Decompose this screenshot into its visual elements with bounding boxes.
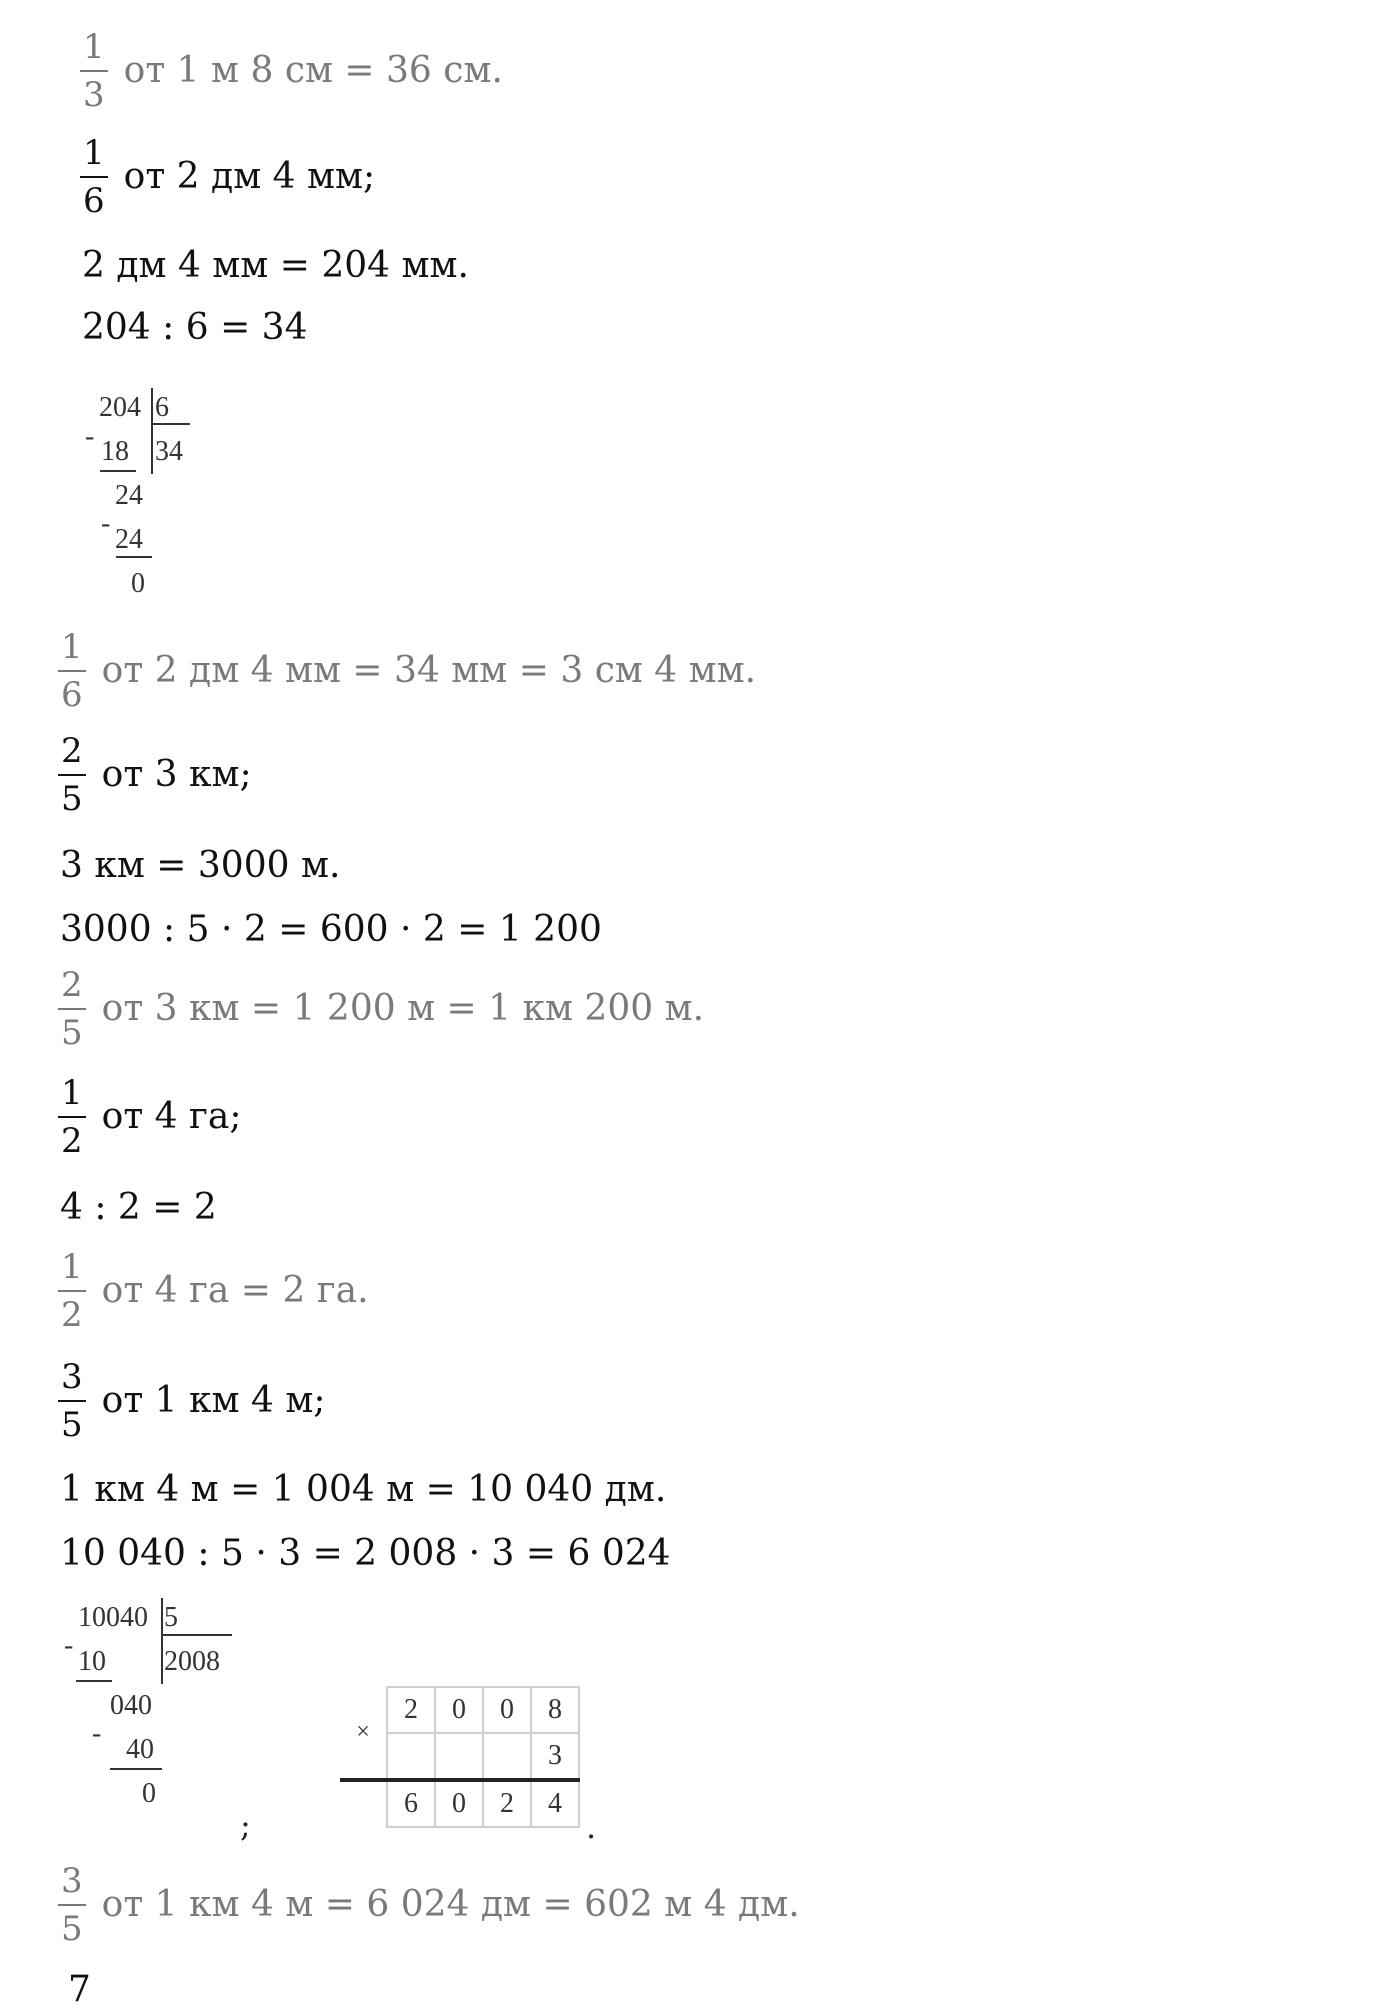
period: . xyxy=(586,1808,597,1846)
line-3 xyxy=(82,307,308,348)
division-bar xyxy=(161,1598,163,1684)
fraction: $\frac{3}{5}$ xyxy=(58,1864,86,1946)
line-text: 2 дм 4 мм = 204 мм. xyxy=(82,245,469,286)
line-0 xyxy=(80,27,503,115)
table-row xyxy=(340,1780,579,1827)
digit-cell: 2 xyxy=(483,1780,531,1827)
division-bar xyxy=(116,556,152,558)
line-2 xyxy=(82,245,469,286)
division-bar xyxy=(151,388,153,474)
long-division-1: - 204 6 18 34 24 - 24 0 xyxy=(85,392,183,599)
fraction: $\frac{1}{6}$ xyxy=(80,136,108,218)
digit-cell xyxy=(483,1733,531,1780)
digit-cell xyxy=(387,1733,435,1780)
fraction: $\frac{1}{2}$ xyxy=(58,1076,86,1158)
line-text: от 4 га; xyxy=(101,1096,242,1137)
digit-cell: 4 xyxy=(531,1780,579,1827)
line-15 xyxy=(58,1861,800,1949)
page-number: 7 xyxy=(68,1969,91,2010)
line-text: от 1 м 8 см = 36 см. xyxy=(123,50,503,91)
digit-cell: 0 xyxy=(435,1780,483,1827)
line-text: от 4 га = 2 га. xyxy=(101,1270,369,1311)
digit-cell: 2 xyxy=(387,1687,435,1733)
digit-cell: 8 xyxy=(531,1687,579,1733)
digit-cell: 3 xyxy=(531,1733,579,1780)
line-1 xyxy=(80,133,376,221)
line-14 xyxy=(60,1533,671,1574)
line-13 xyxy=(60,1469,667,1510)
line-text: 1 км 4 м = 1 004 м = 10 040 дм. xyxy=(60,1469,667,1510)
line-text: от 1 км 4 м; xyxy=(101,1380,326,1421)
semicolon: ; xyxy=(240,1806,251,1844)
division-bar xyxy=(110,1768,162,1770)
fraction: $\frac{3}{5}$ xyxy=(58,1360,86,1442)
line-4 xyxy=(58,627,757,715)
line-10 xyxy=(60,1187,217,1228)
digit-cell: 0 xyxy=(483,1687,531,1733)
multiply-sign: × xyxy=(356,1719,370,1745)
long-division-2: - 10040 5 10 2008 040 - 40 0 xyxy=(64,1602,220,1809)
line-text: от 2 дм 4 мм = 34 мм = 3 см 4 мм. xyxy=(101,650,757,691)
line-text: от 2 дм 4 мм; xyxy=(123,156,376,197)
division-bar xyxy=(162,1634,232,1636)
line-5 xyxy=(58,731,252,819)
digit-cell xyxy=(435,1733,483,1780)
empty-cell xyxy=(340,1780,387,1827)
fraction: $\frac{2}{5}$ xyxy=(58,968,86,1050)
line-7 xyxy=(60,909,602,950)
division-bar xyxy=(100,470,136,472)
line-9 xyxy=(58,1073,242,1161)
line-text: от 1 км 4 м = 6 024 дм = 602 м 4 дм. xyxy=(101,1884,800,1925)
line-12 xyxy=(58,1357,326,1445)
digit-cell: 6 xyxy=(387,1780,435,1827)
fraction: $\frac{1}{2}$ xyxy=(58,1250,86,1332)
line-text: 4 : 2 = 2 xyxy=(60,1187,217,1228)
line-11 xyxy=(58,1247,369,1335)
multiplication-table xyxy=(340,1686,580,1828)
line-text: 10 040 : 5 · 3 = 2 008 · 3 = 6 024 xyxy=(60,1533,671,1574)
digit-cell: 0 xyxy=(435,1687,483,1733)
fraction: $\frac{1}{3}$ xyxy=(80,30,108,112)
division-bar xyxy=(76,1680,112,1682)
table-row xyxy=(340,1687,579,1733)
line-text: от 3 км; xyxy=(101,754,252,795)
line-6 xyxy=(60,845,341,886)
line-8 xyxy=(58,965,705,1053)
division-bar xyxy=(152,423,190,425)
line-text: от 3 км = 1 200 м = 1 км 200 м. xyxy=(101,988,705,1029)
line-text: 3000 : 5 · 2 = 600 · 2 = 1 200 xyxy=(60,909,602,950)
line-text: 3 км = 3000 м. xyxy=(60,845,341,886)
line-text: 204 : 6 = 34 xyxy=(82,307,308,348)
fraction: $\frac{1}{6}$ xyxy=(58,630,86,712)
fraction: $\frac{2}{5}$ xyxy=(58,734,86,816)
